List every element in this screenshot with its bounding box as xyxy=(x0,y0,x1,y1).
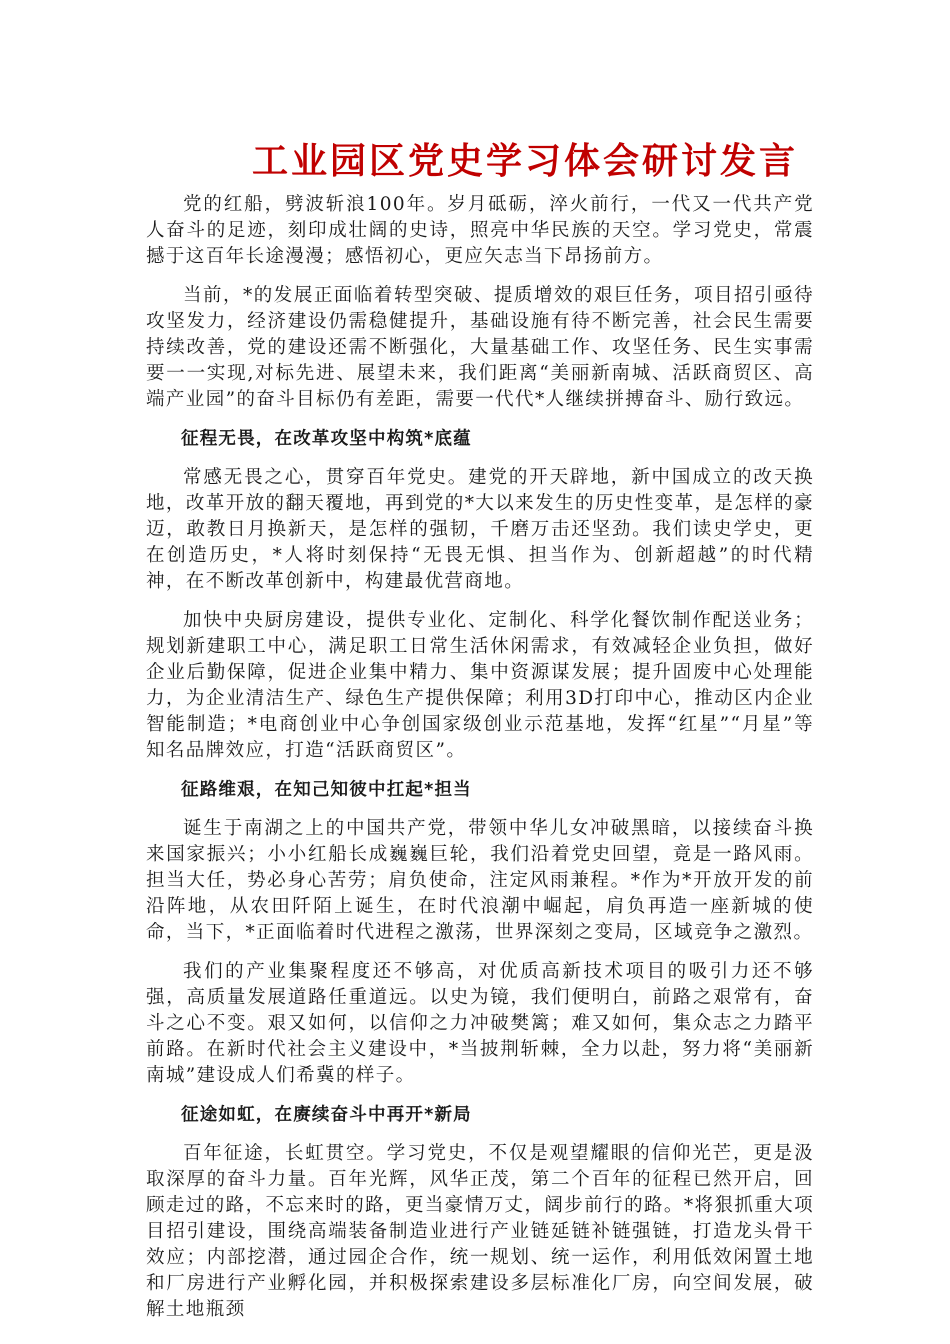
intro-paragraph-1: 党的红船，劈波斩浪100年。岁月砥砺，淬火前行，一代又一代共产党人奋斗的足迹，刻印成壮阔的史诗，照亮中华民族的天空。学习党史，常震撼于这百年长途漫漫；感悟初心，更应矢志当下昂扬前方。 xyxy=(146,194,814,267)
section2-paragraph-2: 我们的产业集聚程度还不够高，对优质高新技术项目的吸引力还不够强，高质量发展道路任重道远。以史为镜，我们便明白，前路之艰常有，奋斗之心不变。艰又如何，以信仰之力冲破樊篱；难又如何，集众志之力踏平前路。在新时代社会主义建设中，*当披荆斩棘，全力以赴，努力将“美丽新南城”建设成人们希冀的样子。 xyxy=(146,961,814,1086)
section-heading-1: 征程无畏，在改革攻坚中构筑*底蕴 xyxy=(181,429,472,449)
intro-paragraph-2: 当前，*的发展正面临着转型突破、提质增效的艰巨任务，项目招引亟待攻坚发力，经济建设仍需稳健提升，基础设施有待不断完善，社会民生需要持续改善，党的建设还需不断强化，大量基础工作、攻坚任务、民生实事需要一一实现,对标先进、展望未来，我们距离“美丽新南城、活跃商贸区、高端产业园”的奋斗目标仍有差距，需要一代代*人继续拼搏奋斗、励行致远。 xyxy=(146,285,814,410)
document-title: 工业园区党史学习体会研讨发言 xyxy=(251,141,798,182)
document-page xyxy=(146,140,814,1336)
section3-paragraph-1: 百年征途，长虹贯空。学习党史，不仅是观望耀眼的信仰光芒，更是汲取深厚的奋斗力量。百年光辉，风华正茂，第二个百年的征程已然开启，回顾走过的路，不忘来时的路，更当豪情万丈，阔步前行的路。*将狠抓重大项目招引建设，围绕高端装备制造业进行产业链延链补链强链，打造龙头骨干效应；内部挖潜，通过园企合作，统一规划、统一运作，利用低效闲置土地和厂房进行产业孵化园，并积极探索建设多层标准化厂房，向空间发展，破解土地瓶颈 xyxy=(146,1143,814,1320)
section-heading-2: 征路维艰，在知己知彼中扛起*担当 xyxy=(181,780,472,800)
section2-paragraph-1: 诞生于南湖之上的中国共产党，带领中华儿女冲破黑暗，以接续奋斗换来国家振兴；小小红船长成巍巍巨轮，我们沿着党史回望，竟是一路风雨。担当大任，势必身心苦劳；肩负使命，注定风雨兼程。*作为*开放开发的前沿阵地，从农田阡陌上诞生，在时代浪潮中崛起，肩负再造一座新城的使命，当下，*正面临着时代进程之激荡，世界深刻之变局，区域竞争之激烈。 xyxy=(146,818,814,943)
section1-paragraph-2: 加快中央厨房建设，提供专业化、定制化、科学化餐饮制作配送业务；规划新建职工中心，满足职工日常生活休闲需求，有效减轻企业负担，做好企业后勤保障，促进企业集中精力、集中资源谋发展；提升固废中心处理能力，为企业清洁生产、绿色生产提供保障；利用3D打印中心，推动区内企业智能制造；*电商创业中心争创国家级创业示范基地，发挥“红星”“月星”等知名品牌效应，打造“活跃商贸区”。 xyxy=(146,610,814,761)
section-heading-3: 征途如虹，在赓续奋斗中再开*新局 xyxy=(181,1105,472,1125)
section1-paragraph-1: 常感无畏之心，贯穿百年党史。建党的开天辟地，新中国成立的改天换地，改革开放的翻天覆地，再到党的*大以来发生的历史性变革，是怎样的豪迈，敢教日月换新天，是怎样的强韧，千磨万击还坚劲。我们读史学史，更在创造历史，*人将时刻保持“无畏无惧、担当作为、创新超越”的时代精神，在不断改革创新中，构建最优营商地。 xyxy=(146,467,814,592)
